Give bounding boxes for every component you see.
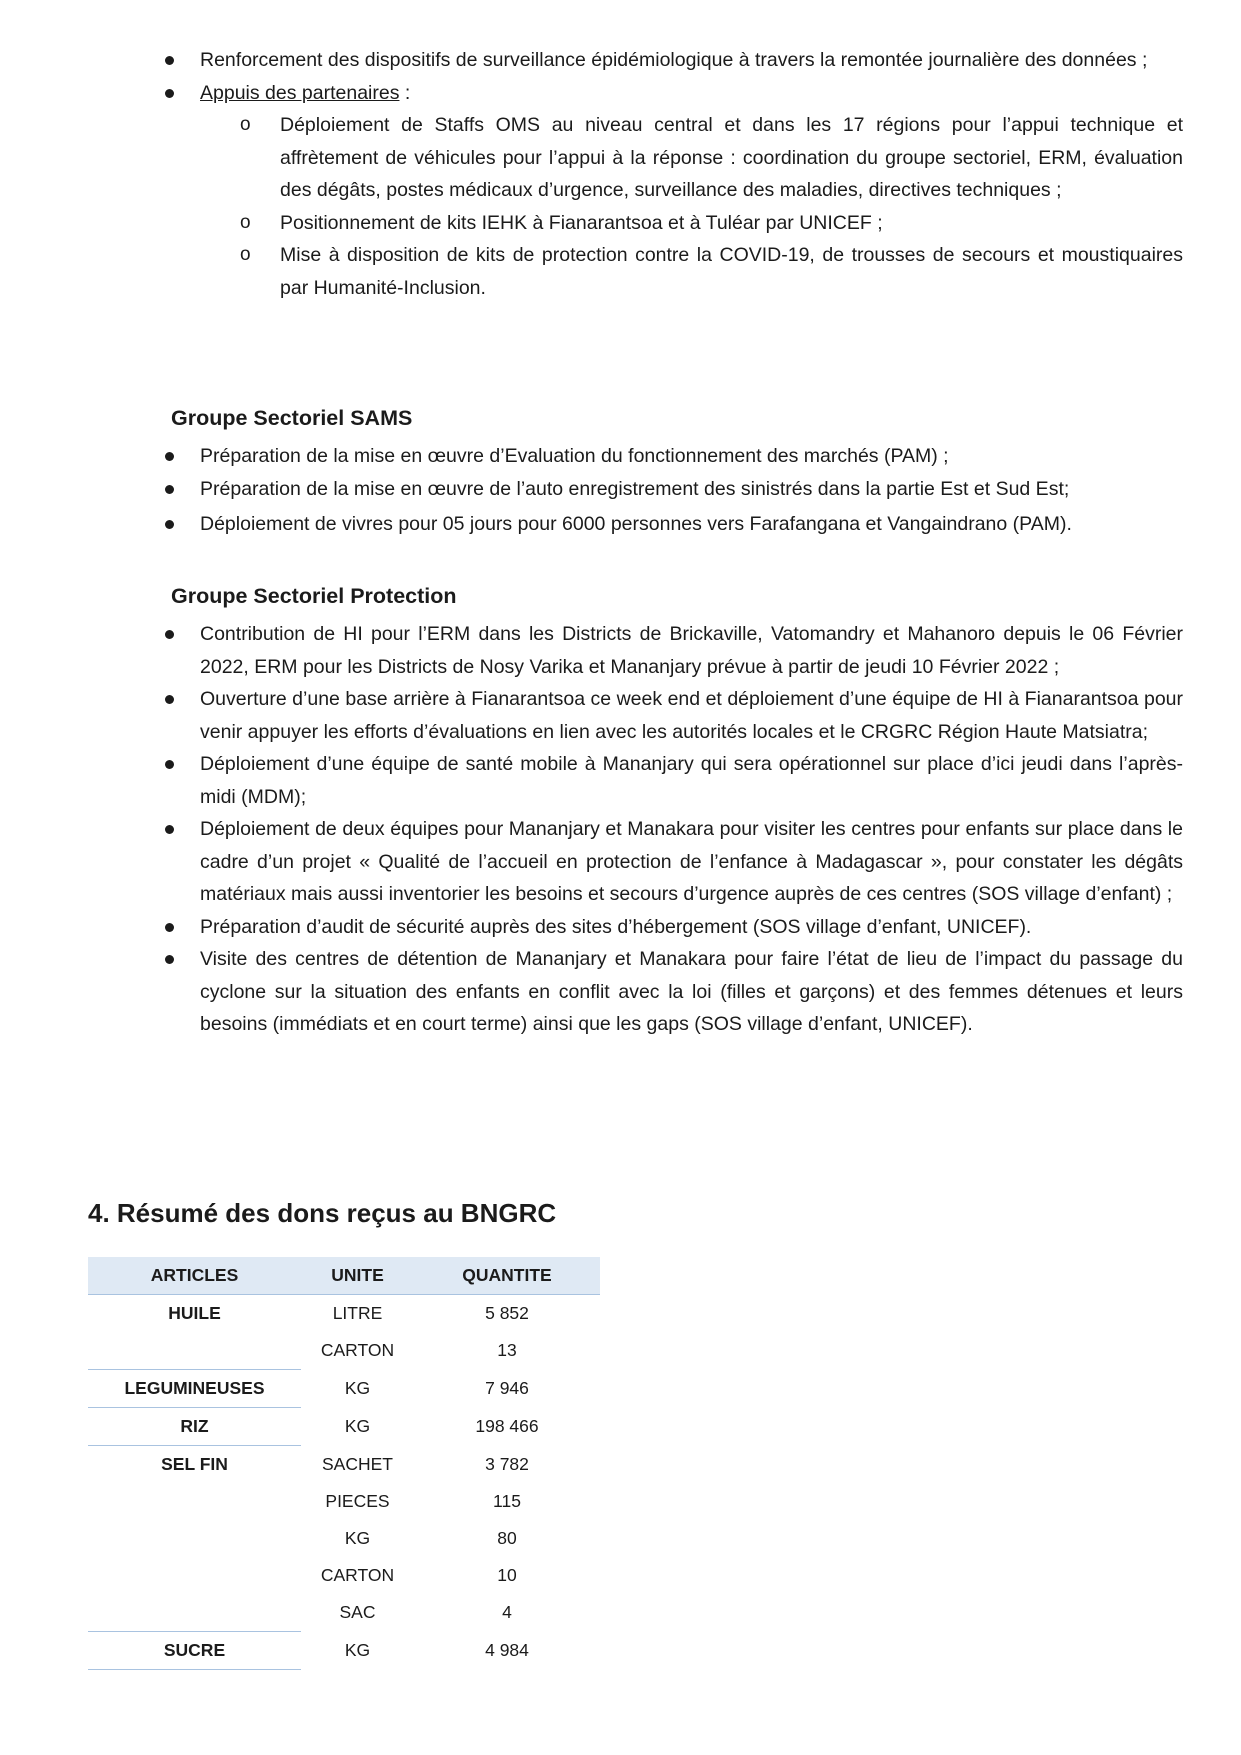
column-header-articles: ARTICLES (88, 1257, 301, 1295)
quantity-cell: 80 (497, 1528, 517, 1548)
table-row (88, 1594, 600, 1632)
table-row (88, 1483, 600, 1520)
quantity-cell: 4 (502, 1602, 512, 1623)
list-item (165, 473, 1183, 506)
table-row (88, 1446, 600, 1484)
section-title: 4. Résumé des dons reçus au BNGRC (88, 1198, 557, 1228)
column-header-quantite: QUANTITE (414, 1257, 600, 1295)
list-item (165, 440, 1183, 473)
article-cell: SUCRE (88, 1632, 301, 1670)
bullet-icon (165, 452, 174, 461)
list-item (165, 618, 1183, 683)
sub-list-item (240, 109, 1183, 207)
circle-bullet-icon: o (240, 211, 251, 233)
list-item-text: Préparation de la mise en œuvre de l’auto enregistrement des sinistrés dans la partie Est et Sud Est; (200, 477, 1070, 500)
column-header-unite: UNITE (301, 1257, 414, 1295)
list-item-text: Préparation de la mise en œuvre d’Evaluation du fonctionnement des marchés (PAM) ; (200, 445, 949, 467)
article-cell (88, 1483, 301, 1520)
article-cell: RIZ (88, 1408, 301, 1446)
quantity-cell: 3 782 (485, 1453, 529, 1474)
unit-cell: SACHET (322, 1453, 393, 1474)
list-item (165, 683, 1183, 748)
article-cell: LEGUMINEUSES (88, 1370, 301, 1408)
list-item-text: Déploiement de deux équipes pour Mananjary et Manakara pour visiter les centres pour enfants sur place dans le cadre d’un projet « Qualité de l’accueil en protection de l’enfance à Madagascar », pour constater les dégâts matériaux mais aussi inventorier les besoins et secours d’urgence auprès de ces centres (SOS village d’enfant) ; (200, 818, 1183, 905)
bullet-icon (165, 56, 174, 65)
unit-cell: PIECES (325, 1491, 390, 1511)
surveillance-bullet-list (165, 44, 1183, 304)
list-item (165, 748, 1183, 813)
unit-cell: KG (344, 1640, 371, 1660)
bullet-icon (165, 825, 174, 834)
protection-bullet-list (165, 618, 1183, 1041)
bullet-icon (165, 520, 174, 529)
circle-bullet-icon: o (240, 244, 251, 265)
quantity-cell: 5 852 (485, 1303, 529, 1323)
quantity-cell: 115 (493, 1491, 521, 1511)
list-item (165, 77, 1183, 305)
article-cell (88, 1557, 301, 1594)
quantity-cell: 7 946 (485, 1378, 529, 1398)
article-cell (88, 1594, 301, 1632)
table-row (88, 1520, 600, 1557)
donations-table (88, 1257, 600, 1670)
bullet-icon (165, 955, 174, 964)
unit-cell: KG (344, 1416, 371, 1436)
quantity-cell: 13 (497, 1340, 517, 1361)
unit-cell: KG (344, 1528, 371, 1548)
table-row (88, 1557, 600, 1594)
unit-cell: CARTON (320, 1340, 395, 1361)
partners-label: Appuis des partenaires (200, 81, 400, 104)
quantity-cell: 198 466 (475, 1416, 539, 1436)
unit-cell: CARTON (320, 1565, 395, 1585)
bullet-icon (165, 695, 174, 704)
table-row (88, 1408, 600, 1446)
list-item-text: Déploiement de vivres pour 05 jours pour 6000 personnes vers Farafangana et Vangaindrano (PAM). (200, 513, 1072, 535)
list-item-text: Visite des centres de détention de Mananjary et Manakara pour faire l’état de lieu de l’impact du passage du cyclone sur la situation des enfants en conflit avec la loi (filles et garçons) et des femmes détenues et leurs besoins (immédiats et en court terme) ainsi que les gaps (SOS village d’enfant, UNICEF). (200, 948, 1183, 1035)
sub-list-item-text: Mise à disposition de kits de protection contre la COVID-19, de trousses de secours et moustiquaires par Humanité-Inclusion. (280, 244, 1183, 299)
table-row (88, 1295, 600, 1333)
sams-bullet-list (165, 440, 1183, 541)
unit-cell: SAC (339, 1602, 376, 1623)
quantity-cell: 4 984 (485, 1640, 529, 1660)
list-item (165, 911, 1183, 944)
unit-cell: LITRE (332, 1303, 383, 1323)
list-item-text: Contribution de HI pour l’ERM dans les Districts de Brickaville, Vatomandry et Mahanoro depuis le 06 Février 2022, ERM pour les Districts de Nosy Varika et Mananjary prévue à partir de jeudi 10 Février 2022 ; (200, 623, 1183, 678)
list-item-text: Préparation d’audit de sécurité auprès des sites d’hébergement (SOS village d’enfant, UNICEF). (200, 915, 1032, 938)
protection-heading: Groupe Sectoriel Protection (171, 584, 457, 608)
list-item-text: Ouverture d’une base arrière à Fianarantsoa ce week end et déploiement d’une équipe de HI à Fianarantsoa pour venir appuyer les efforts d’évaluations en lien avec les autorités locales et le CRGRC Région Haute Matsiatra; (200, 688, 1183, 743)
partners-suffix: : (399, 81, 411, 104)
table-row (88, 1332, 600, 1370)
list-item-text: Déploiement d’une équipe de santé mobile à Mananjary qui sera opérationnel sur place d’ici jeudi dans l’après-midi (MDM); (200, 753, 1183, 808)
quantity-cell: 10 (497, 1565, 517, 1585)
bullet-icon (165, 923, 174, 932)
bullet-icon (165, 485, 174, 494)
table-row (88, 1632, 600, 1670)
sub-list-item (240, 239, 1183, 304)
article-cell (88, 1520, 301, 1557)
table-header-row (88, 1257, 600, 1295)
bullet-icon (165, 630, 174, 639)
article-cell: HUILE (168, 1303, 221, 1323)
list-item (165, 813, 1183, 911)
partner-sub-list (240, 109, 1183, 304)
sub-list-item (240, 207, 1183, 240)
unit-cell: KG (344, 1378, 371, 1398)
circle-bullet-icon: o (240, 114, 251, 135)
list-item (165, 943, 1183, 1041)
list-item (165, 44, 1183, 77)
article-cell (88, 1332, 301, 1370)
sub-list-item-text: Positionnement de kits IEHK à Fianarantsoa et à Tuléar par UNICEF ; (280, 211, 883, 234)
bullet-icon (165, 760, 174, 769)
table-row (88, 1370, 600, 1408)
sub-list-item-text: Déploiement de Staffs OMS au niveau central et dans les 17 régions pour l’appui technique et affrètement de véhicules pour l’appui à la réponse : coordination du groupe sectoriel, ERM, évaluation des dégâts, postes médicaux d’urgence, surveillance des maladies, directives techniques ; (280, 114, 1183, 201)
article-cell: SEL FIN (161, 1454, 228, 1474)
sams-heading: Groupe Sectoriel SAMS (171, 406, 413, 430)
list-item (165, 508, 1183, 541)
list-item-text: Renforcement des dispositifs de surveillance épidémiologique à travers la remontée journalière des données ; (200, 49, 1148, 71)
bullet-icon (165, 89, 174, 98)
